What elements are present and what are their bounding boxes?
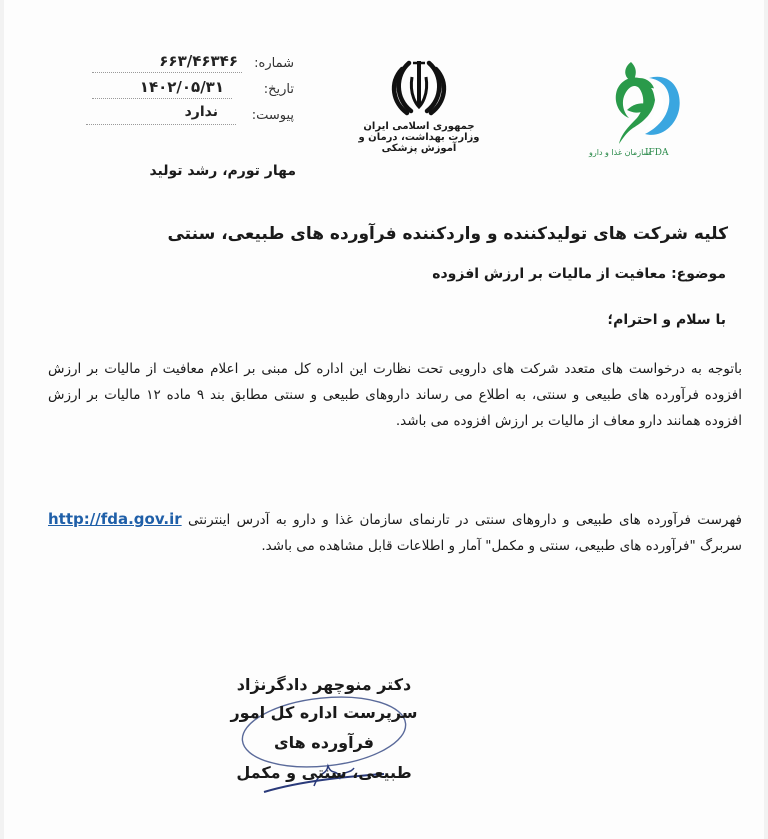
letter-number-row xyxy=(84,52,294,78)
iran-emblem-icon xyxy=(387,55,451,119)
letter-date-label: تاریخ: xyxy=(263,82,294,97)
emblem-ministry: وزارت بهداشت، درمان و آموزش پزشکی xyxy=(358,132,480,154)
letter-attachment-label: پیوست: xyxy=(251,108,294,123)
paragraph-2-text-end: سربرگ "فرآورده های طبیعی، سنتی و مکمل" آمار و اطلاعات قابل مشاهده می باشد. xyxy=(261,538,742,554)
letter-attachment-value: ندارد xyxy=(184,104,218,120)
ministry-emblem xyxy=(344,55,494,165)
letter-page xyxy=(4,0,764,839)
paragraph-2-text-start: فهرست فرآورده های طبیعی و داروهای سنتی در تارنمای سازمان غذا و دارو به آدرس اینترنتی xyxy=(188,512,742,528)
letter-date-value: ۱۴۰۲/۰۵/۳۱ xyxy=(139,78,224,96)
dotted-line xyxy=(92,98,232,99)
ifda-logo xyxy=(579,48,709,168)
letter-meta xyxy=(84,52,294,130)
signatory-title-line-1: سرپرست اداره کل امور فرآورده های xyxy=(230,703,418,752)
letter-number-value: ۶۶۳/۴۶۳۴۶ xyxy=(159,52,238,70)
ifda-name-en: IFDA xyxy=(645,148,669,158)
letter-subject: موضوع: معافیت از مالیات بر ارزش افزوده xyxy=(432,266,726,282)
year-slogan: مهار تورم، رشد تولید xyxy=(149,163,296,179)
letter-paragraph-2 xyxy=(48,506,742,559)
letter-paragraph-1: باتوجه به درخواست های متعدد شرکت های دارویی تحت نظارت این اداره کل مبنی بر اعلام معافیت از مالیات بر ارزش افزوده فرآورده های طبیعی و سنتی، به اطلاع می رساند داروهای طبیعی و سنتی مطابق بند ۹ ماده ۱۲ مالیات بر ارزش افزوده همانند دارو معاف از مالیات بر ارزش افزوده می باشد. xyxy=(48,361,743,429)
letter-attachment-row xyxy=(84,104,294,130)
emblem-country: جمهوری اسلامی ایران xyxy=(363,121,475,132)
signatory-title-line-2: طبیعی، سنتی و مکمل xyxy=(236,763,412,782)
dotted-line xyxy=(86,124,236,125)
dotted-line xyxy=(92,72,242,73)
letter-date-row xyxy=(84,78,294,104)
ifda-name-fa: سازمان غذا و دارو xyxy=(589,148,651,157)
fda-website-link[interactable]: http://fda.gov.ir xyxy=(48,510,182,528)
signatory-name: دکتر منوچهر دادگرنژاد xyxy=(236,675,412,694)
signature-block xyxy=(204,672,444,788)
letter-addressee: کلیه شرکت های تولیدکننده و واردکننده فرآورده های طبیعی، سنتی xyxy=(167,224,728,244)
ifda-logo-icon xyxy=(579,48,709,148)
letter-number-label: شماره: xyxy=(254,56,294,71)
letter-greeting: با سلام و احترام؛ xyxy=(607,312,726,328)
